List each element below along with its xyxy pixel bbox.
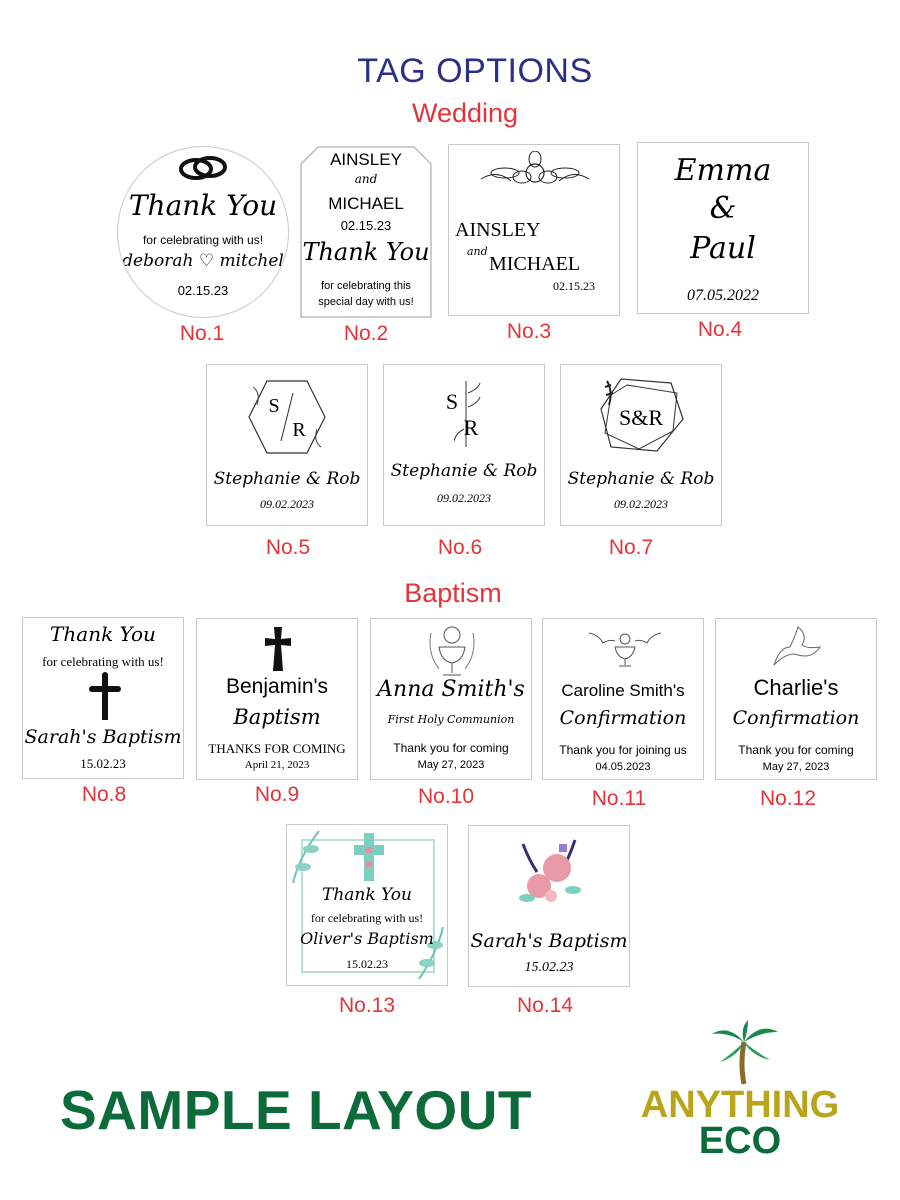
palm-tree-icon (710, 1020, 780, 1086)
tag-13-line2: for celebrating with us! (310, 911, 424, 925)
tag-5-line1: Stephanie & Rob (213, 469, 361, 489)
tag-1-number: No.1 (179, 322, 225, 345)
tag-9 (196, 618, 358, 780)
tag-2-line3: MICHAEL (328, 194, 404, 213)
dove-icon (768, 625, 824, 671)
tag-9-line2: Baptism (233, 705, 321, 729)
tag-3-number: No.3 (506, 320, 552, 343)
tag-1-line4: 02.15.23 (177, 283, 229, 298)
tag-8 (22, 617, 184, 779)
tag-6-number: No.6 (437, 536, 483, 559)
tag-12-line4: May 27, 2023 (762, 761, 830, 773)
tag-3 (448, 144, 620, 316)
tag-10 (370, 618, 532, 780)
tag-11-number: No.11 (591, 787, 647, 810)
tag-7 (560, 364, 722, 526)
tag-9-number: No.9 (254, 783, 300, 806)
tag-11 (542, 618, 704, 780)
flowers-icon (515, 832, 585, 912)
tag-2-line5: Thank You (302, 238, 430, 266)
tag-13-line4: 15.02.23 (346, 957, 388, 971)
tag-13-line1: Thank You (321, 885, 412, 905)
tag-8-line1: Thank You (50, 622, 156, 646)
page-title: TAG OPTIONS (357, 52, 593, 90)
tag-3-line1: AINSLEY (455, 219, 541, 241)
tag-4-line2: & (709, 191, 737, 226)
tag-1-line2: for celebrating with us! (142, 233, 264, 247)
wedding-heading: Wedding (411, 98, 519, 128)
tag-1-line1: Thank You (128, 189, 278, 222)
tag-12-line2: Confirmation (732, 707, 860, 729)
mosaic-cross-icon (351, 831, 387, 883)
logo-text-eco: ECO (698, 1120, 782, 1162)
logo-text-anything: ANYTHING (640, 1084, 840, 1126)
tag-4-number: No.4 (697, 318, 743, 341)
tag-11-line4: 04.05.2023 (595, 761, 651, 773)
tag-6-mono1: S (445, 389, 459, 414)
tag-6-mono2: R (463, 415, 479, 440)
rings-icon (176, 151, 232, 187)
baptism-heading: Baptism (404, 578, 502, 608)
tag-4-line3: Paul (690, 231, 756, 266)
tag-4 (637, 142, 809, 314)
tag-5 (206, 364, 368, 526)
tag-6-line2: 09.02.2023 (437, 491, 491, 505)
tag-2-line4: 02.15.23 (340, 218, 392, 233)
tag-11-line3: Thank you for joining us (559, 743, 687, 757)
tag-14-line2: 15.02.23 (524, 960, 574, 975)
tag-10-line2: First Holy Communion (387, 713, 515, 726)
tag-7-mono: S&R (618, 405, 664, 430)
tag-9-line3: THANKS FOR COMING (208, 741, 346, 756)
tag-5-number: No.5 (265, 536, 311, 559)
tag-13-number: No.13 (338, 994, 396, 1017)
tag-2 (300, 146, 432, 318)
tag-13-line3: Oliver's Baptism (300, 929, 434, 948)
tag-13 (286, 824, 448, 986)
cross-icon (263, 625, 293, 673)
tag-14-number: No.14 (516, 994, 574, 1017)
chalice-icon (425, 623, 479, 679)
cross-icon (89, 672, 121, 722)
tag-2-line7: special day with us! (318, 296, 414, 308)
tag-4-line4: 07.05.2022 (687, 287, 759, 304)
tag-3-line2: and (467, 245, 488, 258)
tag-3-line4: 02.15.23 (553, 279, 595, 293)
tag-12-line1: Charlie's (753, 675, 839, 700)
tag-12-number: No.12 (759, 787, 817, 810)
tag-6 (383, 364, 545, 526)
tag-11-line2: Confirmation (559, 707, 687, 729)
tag-9-line4: April 21, 2023 (244, 759, 310, 771)
tag-12-line3: Thank you for coming (738, 743, 854, 757)
tag-3-line3: MICHAEL (489, 253, 581, 275)
tag-5-mono2: R (292, 419, 306, 441)
tag-2-line6: for celebrating this (321, 280, 411, 292)
leaves-icon (289, 827, 323, 887)
tag-5-line2: 09.02.2023 (260, 497, 314, 511)
tag-7-number: No.7 (608, 536, 654, 559)
tag-8-line4: 15.02.23 (80, 756, 126, 771)
sample-layout-label: SAMPLE LAYOUT (60, 1079, 533, 1141)
tag-8-line3: Sarah's Baptism (24, 726, 182, 748)
tag-2-number: No.2 (343, 322, 389, 345)
tag-6-line1: Stephanie & Rob (390, 461, 538, 481)
tag-10-number: No.10 (417, 785, 475, 808)
tag-4-line1: Emma (674, 153, 772, 188)
tag-2-line2: and (354, 172, 378, 186)
tag-14-line1: Sarah's Baptism (470, 930, 628, 952)
tag-7-line2: 09.02.2023 (614, 497, 668, 511)
tag-11-line1: Caroline Smith's (561, 681, 685, 700)
tag-1 (117, 146, 289, 318)
tag-5-mono1: S (268, 395, 280, 417)
tag-8-number: No.8 (81, 783, 127, 806)
tag-8-line2: for celebrating with us! (42, 654, 164, 669)
tag-7-line1: Stephanie & Rob (567, 469, 715, 489)
anything-eco-logo (620, 1020, 860, 1170)
tag-2-line1: AINSLEY (330, 150, 402, 169)
doves-chalice-icon (585, 625, 665, 669)
tag-1-line3: deborah ♡ mitchel (122, 251, 284, 271)
floral-icon (477, 151, 593, 195)
tag-9-line1: Benjamin's (225, 675, 329, 698)
tag-10-line1: Anna Smith's (377, 677, 525, 702)
tag-12 (715, 618, 877, 780)
tag-10-line4: May 27, 2023 (417, 759, 485, 771)
tag-10-line3: Thank you for coming (393, 741, 509, 755)
tag-14 (468, 825, 630, 987)
